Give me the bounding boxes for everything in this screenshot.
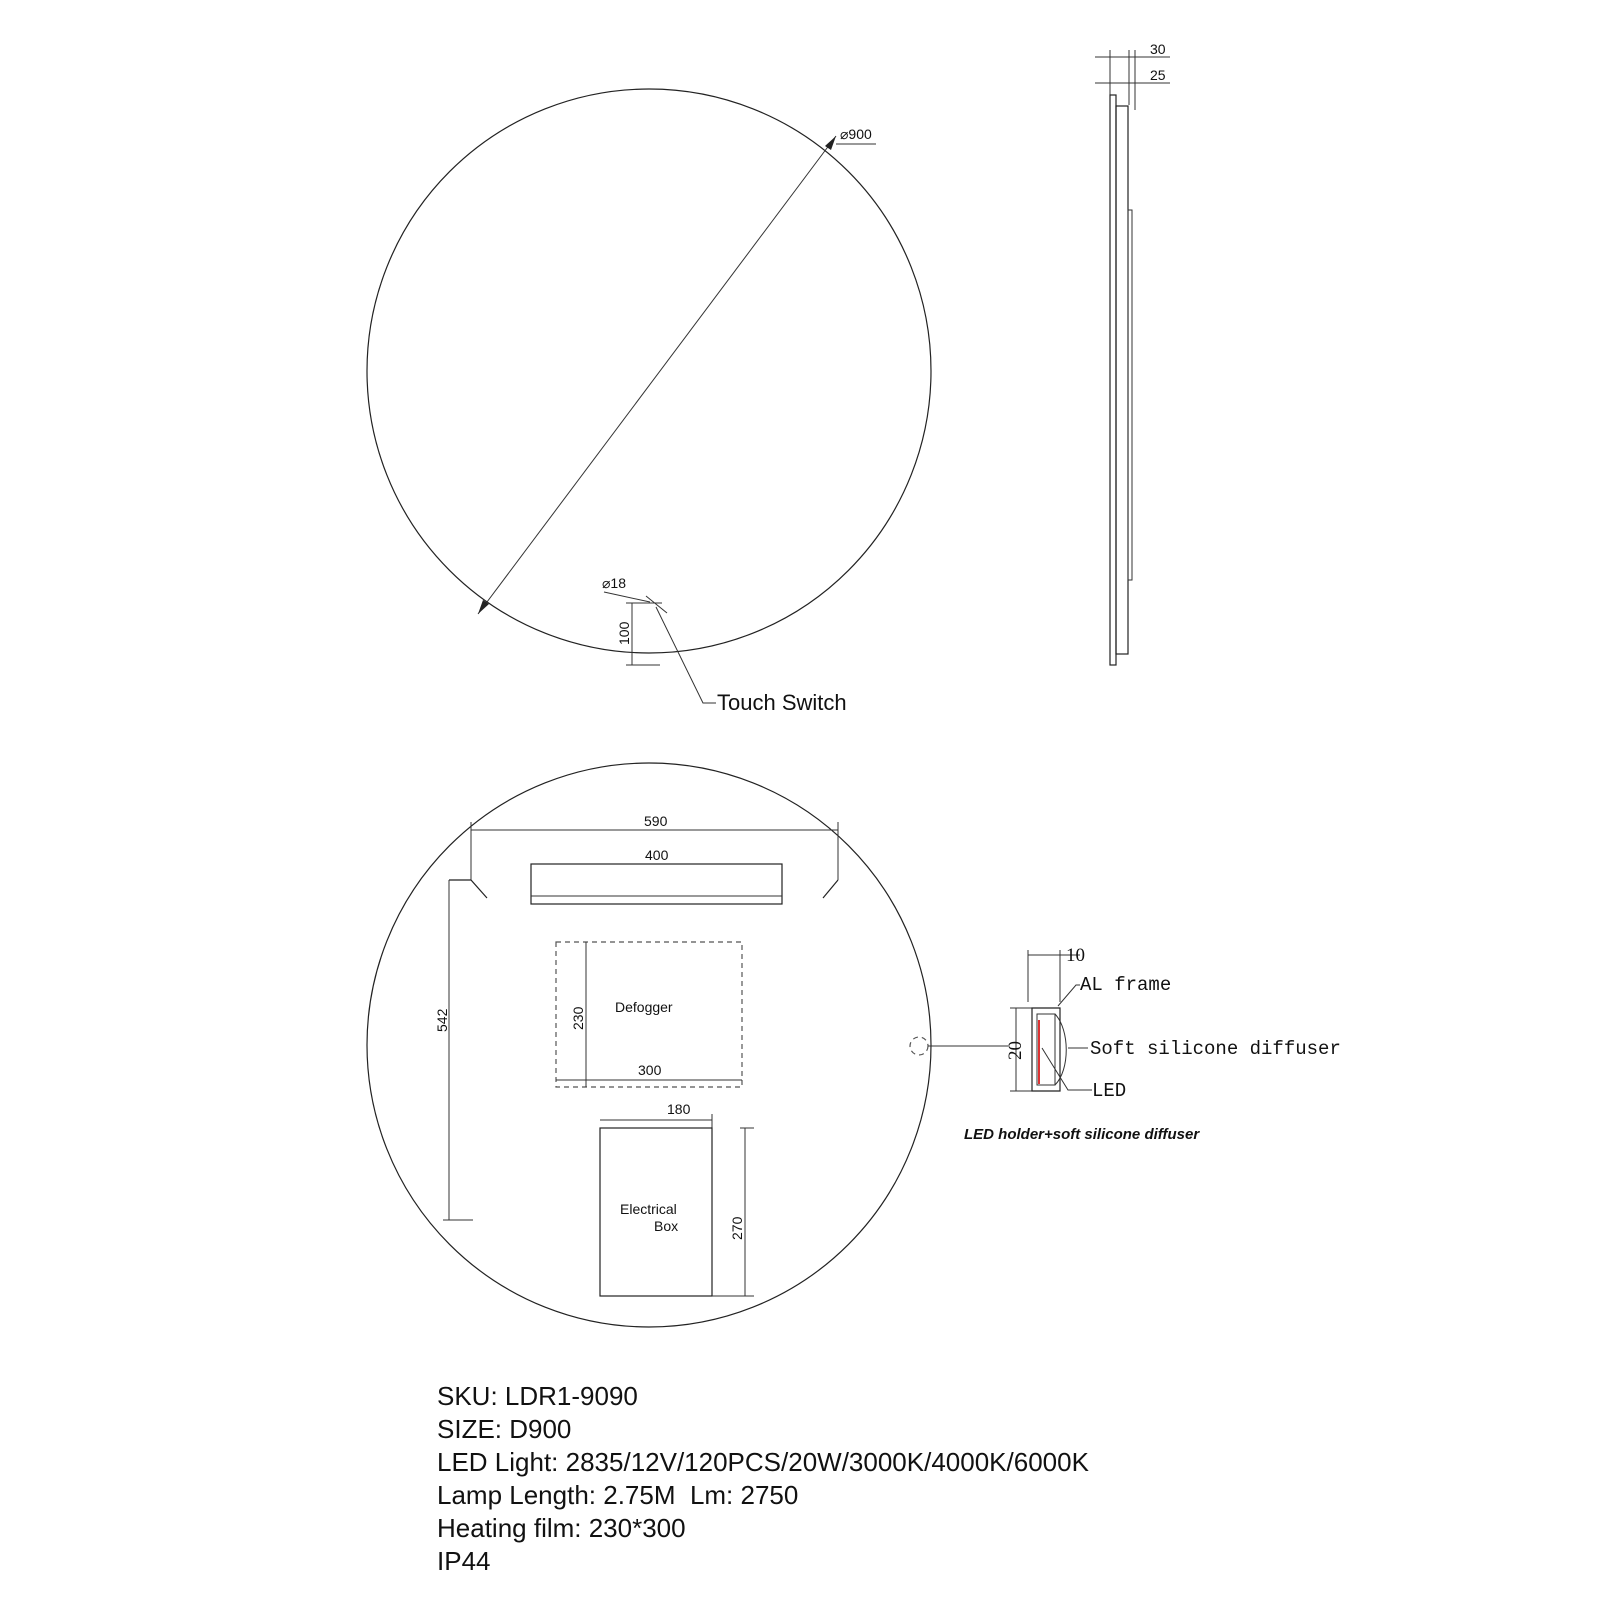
led-diffuser-curve xyxy=(1055,1014,1066,1085)
spec-sku: SKU: LDR1-9090 xyxy=(437,1381,638,1411)
side-mirror-glass xyxy=(1110,95,1116,665)
left-hook xyxy=(449,880,487,898)
dim-542-label: 542 xyxy=(434,1008,450,1032)
dim-590-label: 590 xyxy=(644,813,668,829)
front-view xyxy=(367,89,931,715)
spec-heating: Heating film: 230*300 xyxy=(437,1513,686,1543)
defogger-height-label: 230 xyxy=(570,1006,586,1030)
defogger-width-label: 300 xyxy=(638,1062,662,1078)
detail-callout-circle xyxy=(910,1037,928,1055)
electrical-box-label-1: Electrical xyxy=(620,1201,677,1217)
spec-led-light: LED Light: 2835/12V/120PCS/20W/3000K/4000K/6000K xyxy=(437,1447,1089,1477)
dim-400-label: 400 xyxy=(645,847,669,863)
mirror-front-outline xyxy=(367,89,931,653)
switch-diameter-leader xyxy=(604,592,650,602)
electrical-box-label-2: Box xyxy=(654,1218,679,1234)
diameter-dimension-line xyxy=(478,136,836,614)
box-height-label: 270 xyxy=(729,1216,745,1240)
spec-lamp: Lamp Length: 2.75M Lm: 2750 xyxy=(437,1480,799,1510)
spec-ip: IP44 xyxy=(437,1546,491,1576)
led-height-label: 20 xyxy=(1005,1041,1026,1060)
touch-switch-label: Touch Switch xyxy=(717,690,847,715)
side-view xyxy=(1095,41,1170,665)
diffuser-label: Soft silicone diffuser xyxy=(1090,1038,1341,1060)
switch-diameter-tick xyxy=(646,596,667,613)
al-frame-leader xyxy=(1058,985,1080,1006)
led-detail-caption: LED holder+soft silicone diffuser xyxy=(964,1126,1200,1143)
led-width-label: 10 xyxy=(1066,945,1085,966)
led-holder-profile xyxy=(1032,1008,1060,1091)
right-hook xyxy=(823,880,838,898)
back-view xyxy=(367,763,1008,1327)
defogger-label: Defogger xyxy=(615,999,673,1015)
touch-switch-leader xyxy=(656,607,716,703)
side-depth-total-label: 30 xyxy=(1150,41,1166,57)
side-depth-glass-label: 25 xyxy=(1150,67,1166,83)
spec-size: SIZE: D900 xyxy=(437,1414,572,1444)
spec-list xyxy=(437,1380,1337,1578)
switch-offset-label: 100 xyxy=(616,621,632,645)
led-leader xyxy=(1042,1048,1092,1090)
diameter-label: ⌀900 xyxy=(840,126,872,142)
switch-diameter-label: ⌀18 xyxy=(602,575,627,591)
hanging-bar xyxy=(531,864,782,904)
side-mirror-backing xyxy=(1116,106,1128,654)
led-detail xyxy=(964,945,1341,1143)
box-width-label: 180 xyxy=(667,1101,691,1117)
al-frame-label: AL frame xyxy=(1080,974,1172,996)
led-label: LED xyxy=(1092,1080,1127,1102)
